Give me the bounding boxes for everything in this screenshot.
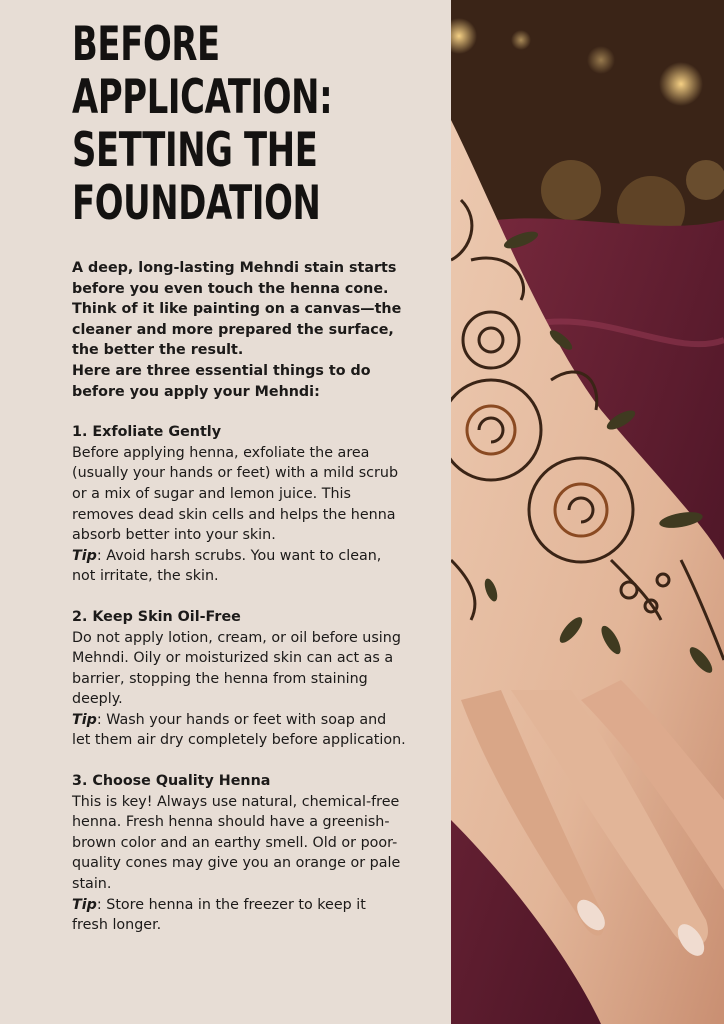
section-heading: 3. Choose Quality Henna xyxy=(72,773,271,790)
section-oil-free xyxy=(72,607,406,751)
intro xyxy=(72,258,402,402)
section-tip xyxy=(72,710,406,751)
section-tip xyxy=(72,895,406,936)
title-line: APPLICATION: xyxy=(72,70,333,125)
section-heading: 2. Keep Skin Oil-Free xyxy=(72,608,241,625)
section-exfoliate xyxy=(72,422,406,587)
tip-text: : Wash your hands or feet with soap and let them air dry completely before application. xyxy=(72,711,406,749)
tip-label: Tip xyxy=(72,711,97,728)
section-body: Before applying henna, exfoliate the area (usually your hands or feet) with a mild scrub or a mix of sugar and lemon juice. This removes dead skin cells and helps the henna absorb better into your skin. xyxy=(72,444,399,544)
tip-text: : Avoid harsh scrubs. You want to clean, not irritate, the skin. xyxy=(72,547,382,585)
tip-label: Tip xyxy=(72,896,97,913)
section-body: Do not apply lotion, cream, or oil before using Mehndi. Oily or moisturized skin can act as a barrier, stopping the henna from staining deeply. xyxy=(72,629,401,708)
title-line: FOUNDATION xyxy=(72,176,321,231)
section-tip xyxy=(72,546,406,587)
section-body: This is key! Always use natural, chemical-free henna. Fresh henna should have a greenish-brown color and an earthy smell. Old or poor-quality cones may give you an orange or pale stain. xyxy=(72,793,401,893)
title-line: BEFORE xyxy=(72,17,220,72)
section-heading: 1. Exfoliate Gently xyxy=(72,424,222,441)
tip-text: : Store henna in the freezer to keep it fresh longer. xyxy=(72,896,366,934)
section-quality-henna xyxy=(72,771,406,936)
henna-hand-image xyxy=(451,0,724,1024)
page-title xyxy=(72,18,374,230)
title-line: SETTING THE xyxy=(72,123,318,178)
intro-paragraph: A deep, long-lasting Mehndi stain starts before you even touch the henna cone. Think of it like painting on a canvas—the cleaner and more prepared the surface, the better the result. xyxy=(72,260,402,359)
intro-paragraph: Here are three essential things to do before you apply your Mehndi: xyxy=(72,362,371,400)
hand-illustration xyxy=(451,0,724,1024)
tip-label: Tip xyxy=(72,547,97,564)
